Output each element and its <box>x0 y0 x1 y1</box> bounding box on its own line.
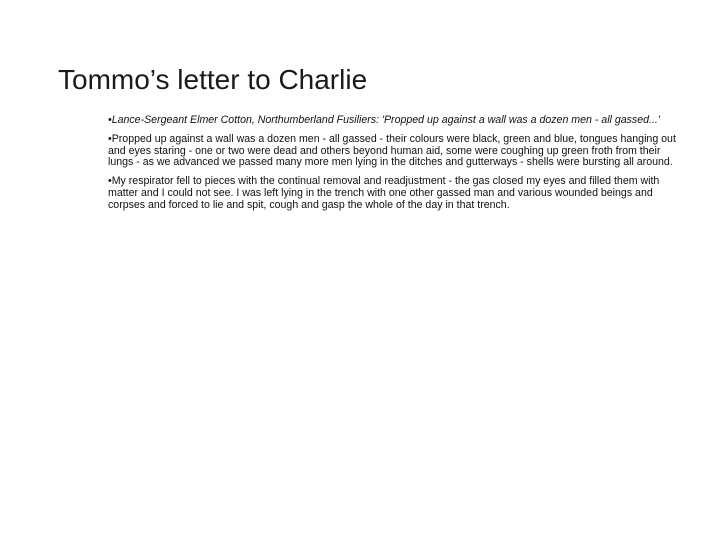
slide-body <box>108 115 688 219</box>
quote-paragraph-attribution: •Lance-Sergeant Elmer Cotton, Northumberland Fusiliers: 'Propped up against a wall was a dozen men - all gassed...' <box>108 114 660 126</box>
quote-paragraph-respirator: •My respirator fell to pieces with the continual removal and readjustment - the gas closed my eyes and filled them with matter and I could not see. I was left lying in the trench with one other gassed man and various wounded beings and corpses and forced to lie and spit, cough and gasp the whole of the day in that trench. <box>108 175 660 211</box>
slide-title: Tommo’s letter to Charlie <box>58 64 368 95</box>
quote-paragraph-gassed-men: •Propped up against a wall was a dozen men - all gassed - their colours were black, green and blue, tongues hanging out and eyes staring - one or two were dead and others beyond human aid, some were coughing up green froth from their lungs - as we advanced we passed many more men lying in the ditches and gutterways - shells were bursting all around. <box>108 132 676 169</box>
